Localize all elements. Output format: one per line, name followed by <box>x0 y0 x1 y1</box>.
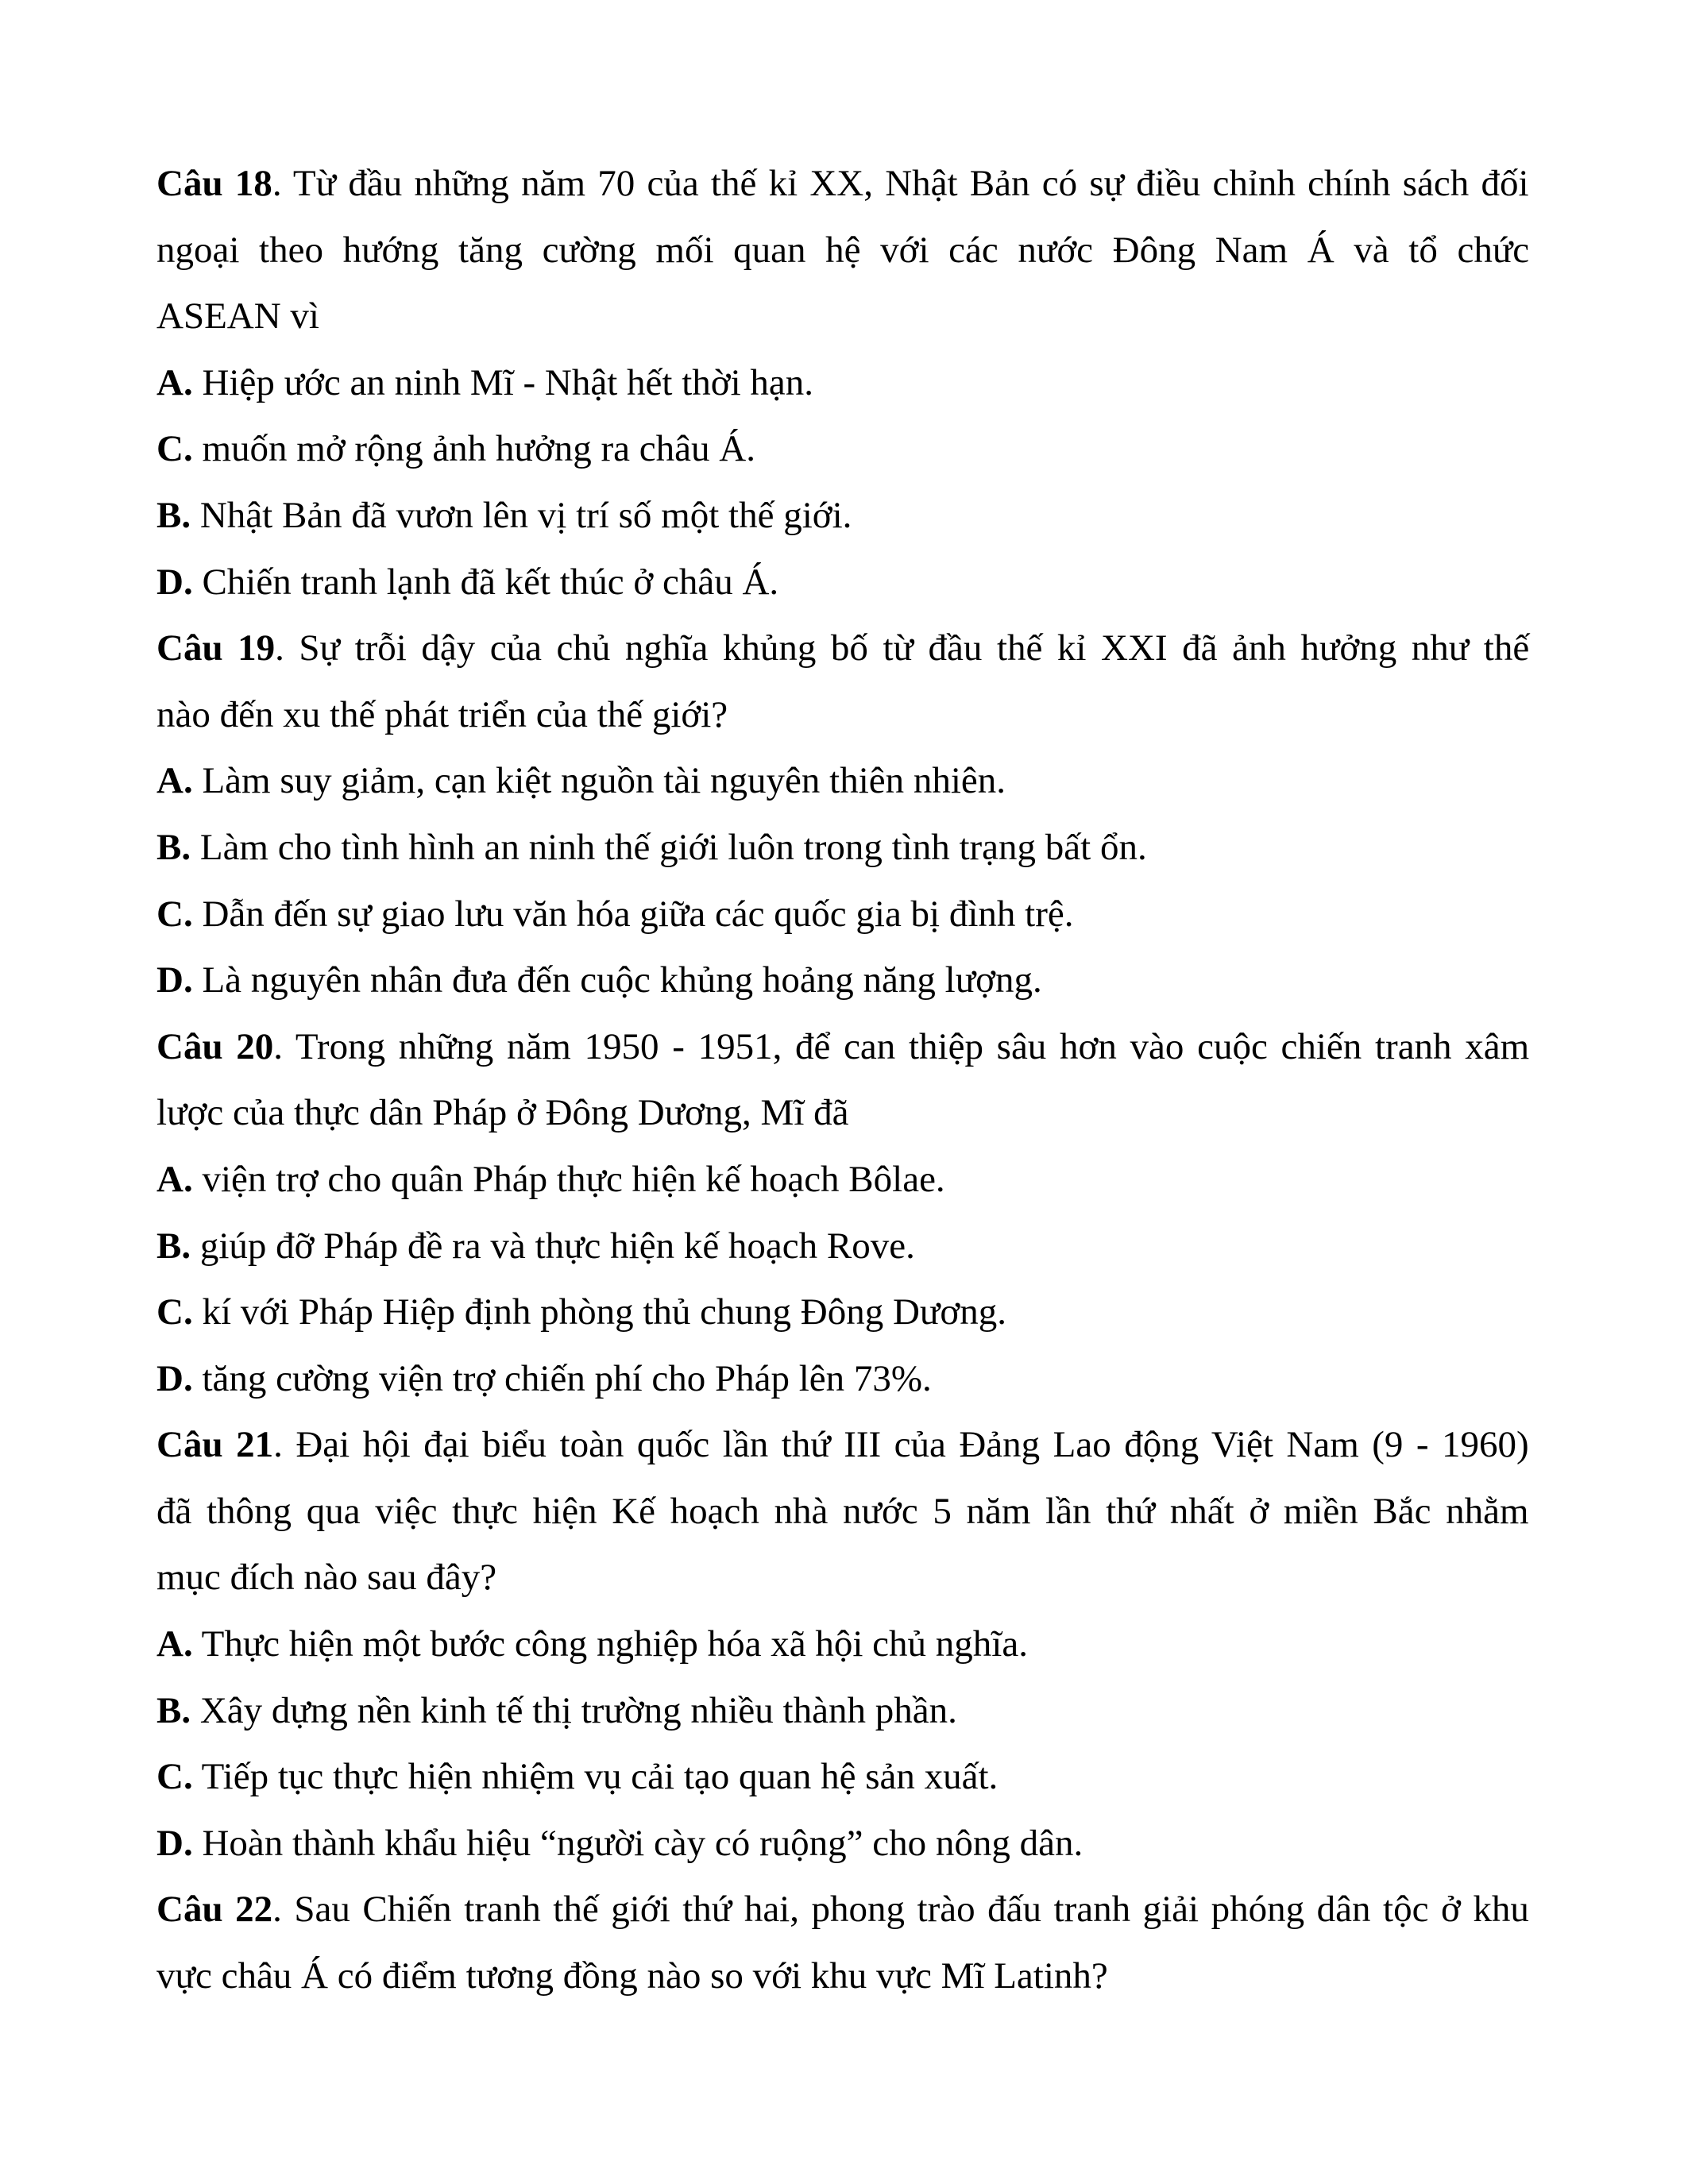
question-stem-text: nào đến xu thế phát triển của thế giới? <box>156 693 728 735</box>
question-stem-text: mục đích nào sau đây? <box>156 1557 497 1599</box>
question-stem-line <box>156 1479 1529 1545</box>
option-text: Làm suy giảm, cạn kiệt nguồn tài nguyên thiên nhiên. <box>192 760 1006 802</box>
document-page <box>156 151 1529 2010</box>
option-text: viện trợ cho quân Pháp thực hiện kế hoạch Bôlae. <box>192 1158 945 1200</box>
option-letter: C. <box>156 893 193 935</box>
option-text: giúp đỡ Pháp đề ra và thực hiện kế hoạch Rove. <box>191 1225 915 1267</box>
option-text: kí với Pháp Hiệp định phòng thủ chung Đông Dương. <box>192 1291 1006 1333</box>
option-text: Xây dựng nền kinh tế thị trường nhiều thành phần. <box>191 1689 957 1731</box>
answer-option <box>156 815 1529 882</box>
answer-option <box>156 550 1529 616</box>
question-stem-text: ngoại theo hướng tăng cường mối quan hệ với các nước Đông Nam Á và tổ chức <box>156 229 1530 271</box>
answer-option <box>156 1744 1529 1811</box>
question-label: Câu 20 <box>156 1025 274 1067</box>
question-stem-text <box>156 627 1529 669</box>
option-letter: B. <box>156 1225 191 1267</box>
option-letter: C. <box>156 1291 193 1333</box>
option-letter: B. <box>156 494 191 536</box>
option-text: muốn mở rộng ảnh hưởng ra châu Á. <box>192 428 755 470</box>
question-stem-line <box>156 1014 1529 1081</box>
question-18 <box>156 151 1529 615</box>
answer-option <box>156 1346 1529 1413</box>
option-letter: A. <box>156 1158 193 1200</box>
question-stem-line <box>156 1080 1529 1147</box>
question-stem-part: . Từ đầu những năm 70 của thế kỉ XX, Nhật Bản có sự điều chỉnh chính sách đối <box>272 163 1529 204</box>
question-stem-part: . Đại hội đại biểu toàn quốc lần thứ III của Đảng Lao động Việt Nam (9 - 1960) <box>273 1424 1529 1466</box>
option-letter: B. <box>156 826 191 868</box>
option-letter: C. <box>156 428 193 470</box>
question-stem-line <box>156 615 1529 682</box>
question-stem-part: . Sự trỗi dậy của chủ nghĩa khủng bố từ đầu thế kỉ XXI đã ảnh hưởng như thế <box>275 627 1530 669</box>
answer-option <box>156 947 1529 1014</box>
option-text: Dẫn đến sự giao lưu văn hóa giữa các quốc gia bị đình trệ. <box>192 893 1074 935</box>
question-label: Câu 21 <box>156 1424 274 1466</box>
option-text: tăng cường viện trợ chiến phí cho Pháp lên 73%. <box>192 1357 932 1399</box>
question-stem-line <box>156 284 1529 350</box>
option-text: Là nguyên nhân đưa đến cuộc khủng hoảng năng lượng. <box>192 959 1042 1001</box>
question-stem-text <box>156 1889 1529 1930</box>
answer-option <box>156 1214 1529 1280</box>
question-stem-text <box>156 1026 1529 1067</box>
option-letter: C. <box>156 1756 193 1798</box>
question-stem-text: đã thông qua việc thực hiện Kế hoạch nhà nước 5 năm lần thứ nhất ở miền Bắc nhằm <box>156 1490 1529 1532</box>
question-stem-text <box>156 1424 1529 1465</box>
option-text: Thực hiện một bước công nghiệp hóa xã hội chủ nghĩa. <box>192 1623 1028 1665</box>
answer-option <box>156 1811 1529 1877</box>
option-text: Hiệp ước an ninh Mĩ - Nhật hết thời hạn. <box>192 361 814 403</box>
question-stem-line <box>156 1412 1529 1479</box>
option-text: Hoàn thành khẩu hiệu “người cày có ruộng” cho nông dân. <box>192 1822 1083 1864</box>
question-stem-text <box>156 163 1529 204</box>
question-label: Câu 22 <box>156 1889 273 1931</box>
option-letter: D. <box>156 1357 193 1399</box>
question-stem-line <box>156 682 1529 749</box>
answer-option <box>156 483 1529 550</box>
question-stem-line <box>156 218 1529 284</box>
option-letter: D. <box>156 959 193 1001</box>
answer-option <box>156 416 1529 483</box>
question-stem-line <box>156 1545 1529 1611</box>
question-stem-part: . Sau Chiến tranh thế giới thứ hai, phong trào đấu tranh giải phóng dân tộc ở khu <box>272 1889 1529 1931</box>
option-letter: D. <box>156 1822 193 1864</box>
answer-option <box>156 350 1529 417</box>
option-letter: D. <box>156 561 193 603</box>
question-20 <box>156 1014 1529 1413</box>
answer-option <box>156 1279 1529 1346</box>
answer-option <box>156 1147 1529 1214</box>
question-19 <box>156 615 1529 1014</box>
answer-option <box>156 882 1529 948</box>
answer-option <box>156 1611 1529 1678</box>
question-stem-line <box>156 1877 1529 1943</box>
question-label: Câu 19 <box>156 627 276 669</box>
option-letter: A. <box>156 1623 193 1665</box>
option-letter: A. <box>156 760 193 802</box>
question-stem-line <box>156 151 1529 218</box>
question-stem-line <box>156 1943 1529 2010</box>
question-label: Câu 18 <box>156 163 272 204</box>
answer-option <box>156 1678 1529 1745</box>
question-stem-text: ASEAN vì <box>156 295 319 338</box>
option-text: Nhật Bản đã vươn lên vị trí số một thế giới. <box>191 494 852 536</box>
question-stem-text: lược của thực dân Pháp ở Đông Dương, Mĩ đã <box>156 1092 849 1134</box>
option-letter: B. <box>156 1689 191 1731</box>
option-letter: A. <box>156 361 193 403</box>
question-22 <box>156 1877 1529 2009</box>
question-21 <box>156 1412 1529 1877</box>
option-text: Tiếp tục thực hiện nhiệm vụ cải tạo quan hệ sản xuất. <box>192 1756 999 1798</box>
option-text: Làm cho tình hình an ninh thế giới luôn trong tình trạng bất ổn. <box>191 826 1147 868</box>
answer-option <box>156 748 1529 815</box>
option-text: Chiến tranh lạnh đã kết thúc ở châu Á. <box>192 561 779 603</box>
question-stem-text: vực châu Á có điểm tương đồng nào so với khu vực Mĩ Latinh? <box>156 1955 1108 1997</box>
question-stem-part: . Trong những năm 1950 - 1951, để can thiệp sâu hơn vào cuộc chiến tranh xâm <box>273 1025 1530 1067</box>
